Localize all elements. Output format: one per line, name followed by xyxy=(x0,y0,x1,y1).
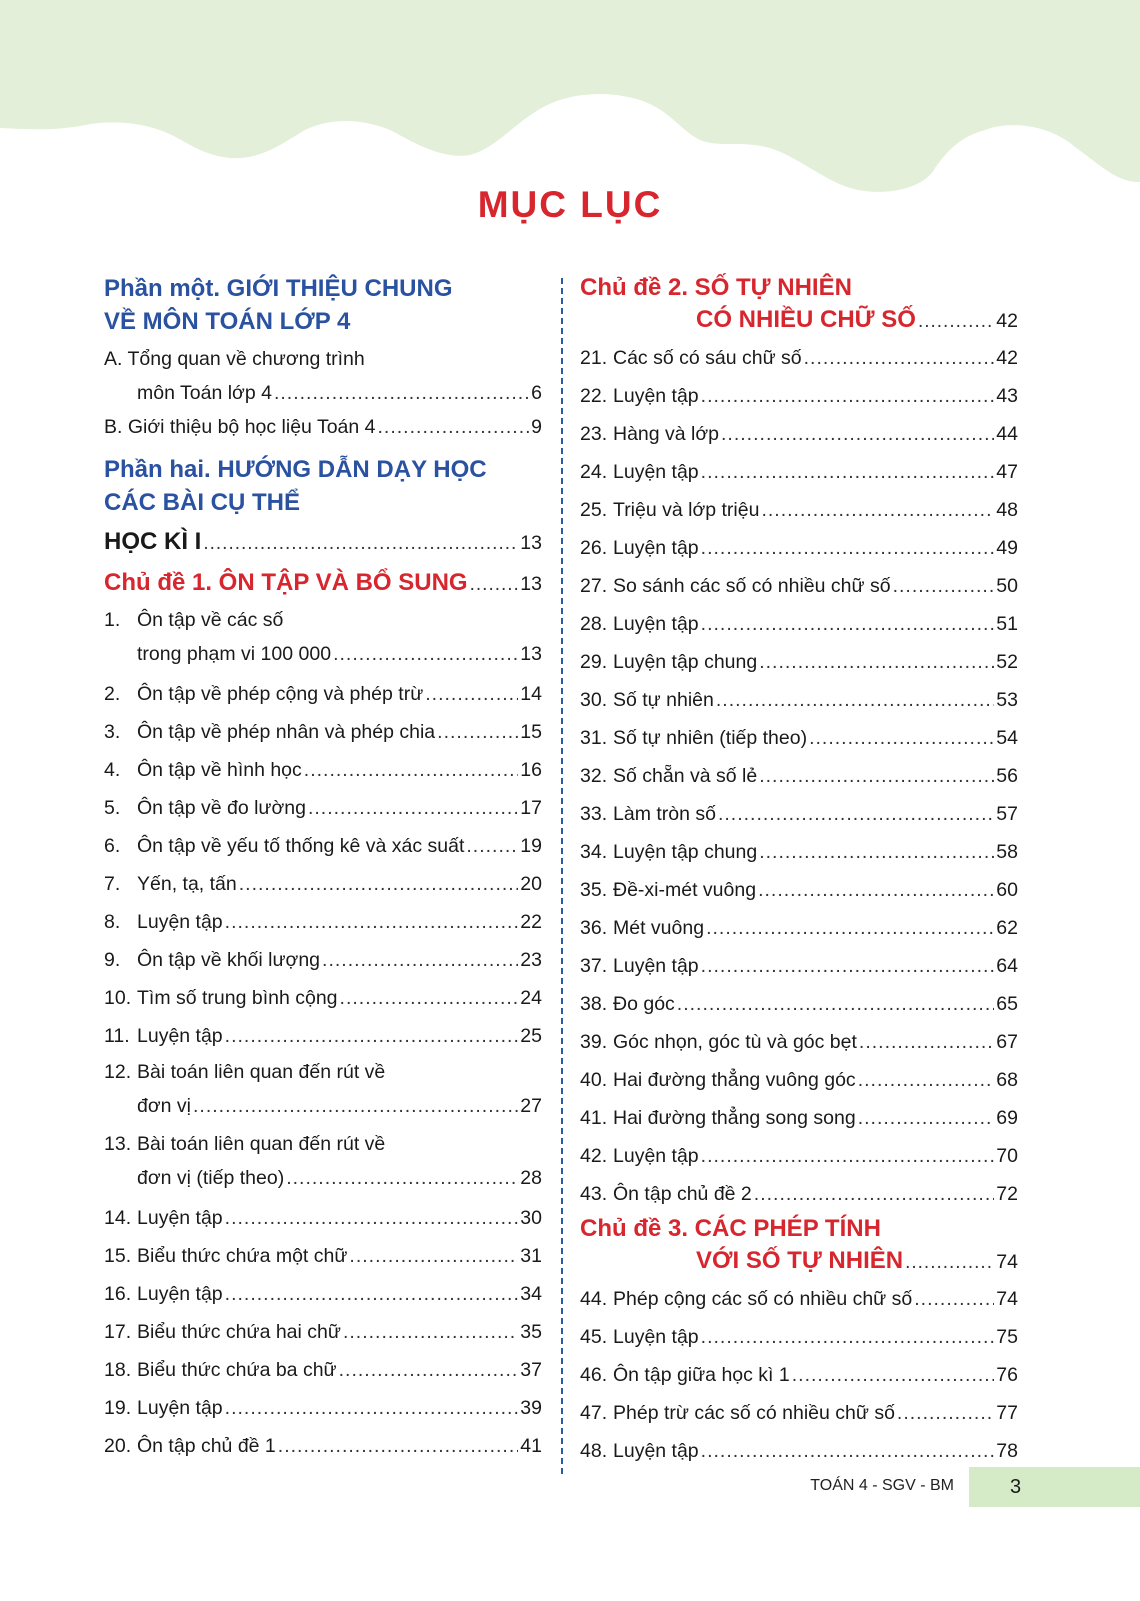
toc-entry-page: 17 xyxy=(520,797,542,819)
toc-entry-page: 14 xyxy=(520,683,542,705)
toc-entry-page: 64 xyxy=(996,955,1018,977)
toc-entry-page: 27 xyxy=(520,1095,542,1117)
topic1-title: Chủ đề 1. ÔN TẬP VÀ BỔ SUNG xyxy=(104,569,468,596)
toc-entry[interactable] xyxy=(104,903,542,941)
toc-entry-number: 4. xyxy=(104,759,121,781)
toc-entry[interactable] xyxy=(104,1351,542,1389)
toc-entry[interactable] xyxy=(580,1175,1018,1213)
part-one-title-line1: Phần một. GIỚI THIỆU CHUNG xyxy=(104,275,453,302)
semester-page: 13 xyxy=(520,532,542,554)
footer-book-title: TOÁN 4 - SGV - BM xyxy=(810,1477,954,1494)
toc-entry-label: Biểu thức chứa ba chữ xyxy=(137,1359,337,1381)
toc-entry[interactable] xyxy=(580,491,1018,529)
toc-entry-page: 37 xyxy=(520,1359,542,1381)
toc-entry-label: Biểu thức chứa một chữ xyxy=(137,1245,348,1267)
toc-entry-label: Ôn tập về đo lường xyxy=(137,797,306,819)
toc-entry-number: 18. xyxy=(104,1359,132,1381)
toc-entry-a[interactable] xyxy=(104,342,542,410)
toc-entry[interactable] xyxy=(580,985,1018,1023)
toc-entry-number: 28. xyxy=(580,613,608,635)
toc-entry-label: Đo góc xyxy=(613,993,675,1015)
toc-entry[interactable] xyxy=(580,1356,1018,1394)
toc-entry-number: 7. xyxy=(104,873,121,895)
toc-entry-number: 14. xyxy=(104,1207,132,1229)
toc-entry-number: 20. xyxy=(104,1435,132,1457)
toc-entry[interactable] xyxy=(104,1199,542,1237)
part-one-heading xyxy=(104,272,542,338)
toc-entry[interactable] xyxy=(580,719,1018,757)
toc-entry-label: Luyện tập xyxy=(613,537,699,559)
toc-entry-page: 69 xyxy=(996,1107,1018,1129)
toc-entry-page: 74 xyxy=(996,1288,1018,1310)
toc-entry[interactable] xyxy=(580,1432,1018,1470)
toc-entry-label: Tìm số trung bình cộng xyxy=(137,987,338,1009)
toc-entry-number: 32. xyxy=(580,765,608,787)
toc-entry-label: môn Toán lớp 4 xyxy=(137,382,272,404)
toc-entry-number: 26. xyxy=(580,537,608,559)
toc-entry-page: 78 xyxy=(996,1440,1018,1462)
toc-entry-label: Hai đường thẳng song song xyxy=(613,1107,856,1129)
semester-label: HỌC KÌ I xyxy=(104,528,202,555)
topic2-heading[interactable] xyxy=(580,272,1018,336)
topic1-heading[interactable] xyxy=(104,564,542,602)
toc-entry-label: Luyện tập xyxy=(137,911,223,933)
toc-entry[interactable] xyxy=(104,789,542,827)
toc-entry[interactable] xyxy=(580,833,1018,871)
toc-entry[interactable] xyxy=(580,1137,1018,1175)
toc-entry-label: Bài toán liên quan đến rút về xyxy=(137,1133,386,1155)
toc-entry[interactable] xyxy=(580,567,1018,605)
cloud-header-background xyxy=(0,0,1140,200)
toc-entry-label: Ôn tập về các số xyxy=(137,609,284,631)
toc-entry[interactable] xyxy=(104,675,542,713)
toc-entry-page: 67 xyxy=(996,1031,1018,1053)
toc-entry-label: Số tự nhiên xyxy=(613,689,714,711)
toc-entry[interactable] xyxy=(580,909,1018,947)
part-two-title-line2: CÁC BÀI CỤ THỂ xyxy=(104,489,300,516)
toc-entry-label: B. Giới thiệu bộ học liệu Toán 4 xyxy=(104,416,376,438)
toc-entry-label: Ôn tập chủ đề 1 xyxy=(137,1435,276,1457)
toc-left-column xyxy=(104,272,542,1465)
toc-entry-number: 33. xyxy=(580,803,608,825)
toc-entry-page: 51 xyxy=(996,613,1018,635)
right-entry-list-b xyxy=(580,1280,1018,1470)
toc-entry-number: 35. xyxy=(580,879,608,901)
toc-entry-label: Yến, tạ, tấn xyxy=(137,873,237,895)
toc-entry-number: 8. xyxy=(104,911,121,933)
toc-entry-label: Ôn tập giữa học kì 1 xyxy=(613,1364,790,1386)
right-entry-list-a xyxy=(580,339,1018,1213)
toc-entry-page: 19 xyxy=(520,835,542,857)
toc-entry-page: 58 xyxy=(996,841,1018,863)
toc-entry[interactable] xyxy=(580,681,1018,719)
toc-entry-page: 22 xyxy=(520,911,542,933)
toc-entry-number: 34. xyxy=(580,841,608,863)
toc-entry[interactable] xyxy=(580,947,1018,985)
part-two-heading xyxy=(104,453,542,519)
toc-entry-page: 23 xyxy=(520,949,542,971)
toc-entry-number: 40. xyxy=(580,1069,608,1091)
toc-entry-number: 39. xyxy=(580,1031,608,1053)
toc-entry-label: Làm tròn số xyxy=(613,803,716,825)
toc-entry-label: Luyện tập xyxy=(613,1326,699,1348)
toc-entry-number: 45. xyxy=(580,1326,608,1348)
toc-entry[interactable] xyxy=(104,1237,542,1275)
toc-entry-page: 41 xyxy=(520,1435,542,1457)
toc-entry-label: Luyện tập xyxy=(613,955,699,977)
toc-entry-page: 48 xyxy=(996,499,1018,521)
toc-entry[interactable] xyxy=(580,605,1018,643)
toc-entry-number: 31. xyxy=(580,727,608,749)
toc-entry-page: 31 xyxy=(520,1245,542,1267)
toc-entry-number: 29. xyxy=(580,651,608,673)
topic1-page: 13 xyxy=(520,573,542,595)
toc-entry-number: 15. xyxy=(104,1245,132,1267)
toc-entry-number: 19. xyxy=(104,1397,132,1419)
toc-entry-label: Bài toán liên quan đến rút về xyxy=(137,1061,386,1083)
toc-entry-page: 30 xyxy=(520,1207,542,1229)
toc-entry-number: 36. xyxy=(580,917,608,939)
topic3-heading[interactable] xyxy=(580,1213,1018,1277)
toc-entry-label: Góc nhọn, góc tù và góc bẹt xyxy=(613,1031,857,1053)
toc-entry-label: Ôn tập chủ đề 2 xyxy=(613,1183,752,1205)
toc-entry-label: Luyện tập xyxy=(137,1025,223,1047)
toc-entry-page: 35 xyxy=(520,1321,542,1343)
toc-entry[interactable] xyxy=(580,1394,1018,1432)
toc-entry-page: 42 xyxy=(996,347,1018,369)
toc-entry-label: Luyện tập chung xyxy=(613,651,758,673)
toc-entry[interactable] xyxy=(104,941,542,979)
toc-entry[interactable] xyxy=(104,603,542,671)
topic3-title-line1: Chủ đề 3. CÁC PHÉP TÍNH xyxy=(580,1215,881,1242)
page-footer xyxy=(0,1467,1140,1507)
toc-entry-label: A. Tổng quan về chương trình xyxy=(104,348,365,370)
toc-entry-number: 44. xyxy=(580,1288,608,1310)
toc-entry[interactable] xyxy=(104,827,542,865)
toc-entry-number: 46. xyxy=(580,1364,608,1386)
toc-entry-number: 13. xyxy=(104,1133,132,1155)
toc-entry-label: Luyện tập xyxy=(613,1440,699,1462)
toc-entry-number: 30. xyxy=(580,689,608,711)
toc-entry[interactable] xyxy=(580,795,1018,833)
toc-entry[interactable] xyxy=(580,1280,1018,1318)
toc-entry-number: 10. xyxy=(104,987,132,1009)
toc-entry[interactable] xyxy=(104,979,542,1017)
toc-entry-page: 53 xyxy=(996,689,1018,711)
toc-entry[interactable] xyxy=(104,751,542,789)
toc-entry-label: Luyện tập xyxy=(613,385,699,407)
toc-entry-label: Số chẵn và số lẻ xyxy=(613,765,758,787)
left-entry-list xyxy=(104,603,542,1465)
toc-entry[interactable] xyxy=(580,1023,1018,1061)
toc-entry-label: Biểu thức chứa hai chữ xyxy=(137,1321,341,1343)
toc-entry-number: 16. xyxy=(104,1283,132,1305)
toc-entry-number: 3. xyxy=(104,721,121,743)
toc-entry-page: 77 xyxy=(996,1402,1018,1424)
toc-entry[interactable] xyxy=(104,1127,542,1195)
toc-entry[interactable] xyxy=(104,1017,542,1055)
toc-entry-label: Luyện tập xyxy=(137,1397,223,1419)
toc-entry-number: 47. xyxy=(580,1402,608,1424)
toc-entry-page: 25 xyxy=(520,1025,542,1047)
toc-entry-number: 5. xyxy=(104,797,121,819)
column-divider xyxy=(561,278,563,1474)
toc-entry-page: 65 xyxy=(996,993,1018,1015)
toc-entry-page: 68 xyxy=(996,1069,1018,1091)
toc-entry[interactable] xyxy=(580,529,1018,567)
toc-entry-label: Luyện tập xyxy=(137,1283,223,1305)
toc-entry-label: Ôn tập về phép nhân và phép chia xyxy=(137,721,436,743)
toc-entry-page: 20 xyxy=(520,873,542,895)
toc-entry-label: Mét vuông xyxy=(613,917,705,939)
toc-entry-number: 24. xyxy=(580,461,608,483)
toc-entry[interactable] xyxy=(580,757,1018,795)
toc-entry-number: 17. xyxy=(104,1321,132,1343)
toc-entry-label: Ôn tập về hình học xyxy=(137,759,302,781)
toc-entry-page: 47 xyxy=(996,461,1018,483)
toc-entry-label: trong phạm vi 100 000 xyxy=(137,643,332,665)
part-two-title-line1: Phần hai. HƯỚNG DẪN DẠY HỌC xyxy=(104,456,487,483)
toc-entry-page: 24 xyxy=(520,987,542,1009)
toc-entry[interactable] xyxy=(104,1055,542,1123)
toc-entry-page: 34 xyxy=(520,1283,542,1305)
toc-entry-label: Phép cộng các số có nhiều chữ số xyxy=(613,1288,913,1310)
toc-entry-page: 54 xyxy=(996,727,1018,749)
toc-entry-b[interactable] xyxy=(104,410,542,444)
toc-right-column xyxy=(580,272,1018,1470)
toc-entry-number: 23. xyxy=(580,423,608,445)
toc-entry-label: Luyện tập xyxy=(613,461,699,483)
toc-entry-label: So sánh các số có nhiều chữ số xyxy=(613,575,891,597)
toc-entry-page: 9 xyxy=(531,416,542,438)
footer-page-box xyxy=(969,1467,1140,1507)
toc-entry-page: 28 xyxy=(520,1167,542,1189)
toc-entry-number: 38. xyxy=(580,993,608,1015)
toc-entry-label: Các số có sáu chữ số xyxy=(613,347,802,369)
toc-entry[interactable] xyxy=(580,339,1018,377)
toc-entry-label: Ôn tập về phép cộng và phép trừ xyxy=(137,683,424,705)
toc-entry-label: Hàng và lớp xyxy=(613,423,720,445)
toc-entry-page: 13 xyxy=(520,643,542,665)
toc-entry-number: 37. xyxy=(580,955,608,977)
topic3-title-line2: VỚI SỐ TỰ NHIÊN xyxy=(696,1247,904,1274)
toc-entry[interactable] xyxy=(104,865,542,903)
toc-entry-page: 75 xyxy=(996,1326,1018,1348)
toc-entry[interactable] xyxy=(104,1389,542,1427)
toc-entry-page: 52 xyxy=(996,651,1018,673)
toc-entry-label: Triệu và lớp triệu xyxy=(613,499,760,521)
topic3-page: 74 xyxy=(996,1251,1018,1273)
toc-entry[interactable] xyxy=(104,1313,542,1351)
toc-entry-page: 15 xyxy=(520,721,542,743)
toc-entry[interactable] xyxy=(580,453,1018,491)
toc-entry[interactable] xyxy=(580,871,1018,909)
toc-entry-page: 57 xyxy=(996,803,1018,825)
toc-entry-page: 70 xyxy=(996,1145,1018,1167)
toc-entry-page: 60 xyxy=(996,879,1018,901)
toc-entry-label: Ôn tập về yếu tố thống kê và xác suất xyxy=(137,835,465,857)
toc-entry[interactable] xyxy=(580,1318,1018,1356)
toc-entry[interactable] xyxy=(580,415,1018,453)
topic2-page: 42 xyxy=(996,310,1018,332)
toc-entry-number: 27. xyxy=(580,575,608,597)
toc-entry-label: đơn vị xyxy=(137,1095,191,1117)
toc-entry-label: Luyện tập xyxy=(137,1207,223,1229)
toc-entry-page: 39 xyxy=(520,1397,542,1419)
toc-entry-label: Đề-xi-mét vuông xyxy=(613,879,757,901)
toc-entry-label: Luyện tập xyxy=(613,613,699,635)
toc-entry-label: Luyện tập chung xyxy=(613,841,758,863)
toc-entry-label: đơn vị (tiếp theo) xyxy=(137,1167,285,1189)
topic2-title-line2: CÓ NHIỀU CHỮ SỐ xyxy=(696,306,916,333)
footer-page-number: 3 xyxy=(1010,1476,1022,1498)
toc-entry-number: 1. xyxy=(104,609,121,631)
toc-entry[interactable] xyxy=(104,713,542,751)
semester-heading[interactable] xyxy=(104,523,542,561)
toc-entry-number: 2. xyxy=(104,683,121,705)
toc-entry-number: 11. xyxy=(104,1025,130,1047)
toc-entry-label: Phép trừ các số có nhiều chữ số xyxy=(613,1402,895,1424)
toc-entry-page: 50 xyxy=(996,575,1018,597)
toc-entry[interactable] xyxy=(580,1099,1018,1137)
toc-entry-page: 76 xyxy=(996,1364,1018,1386)
toc-entry-number: 48. xyxy=(580,1440,608,1462)
toc-entry-number: 25. xyxy=(580,499,608,521)
toc-entry[interactable] xyxy=(104,1427,542,1465)
toc-entry-number: 12. xyxy=(104,1061,132,1083)
part-one-title-line2: VỀ MÔN TOÁN LỚP 4 xyxy=(104,308,351,335)
toc-entry-number: 43. xyxy=(580,1183,608,1205)
toc-entry-number: 6. xyxy=(104,835,121,857)
toc-entry-page: 44 xyxy=(996,423,1018,445)
toc-entry-number: 42. xyxy=(580,1145,608,1167)
topic2-title-line1: Chủ đề 2. SỐ TỰ NHIÊN xyxy=(580,274,852,301)
toc-entry[interactable] xyxy=(580,377,1018,415)
toc-entry-number: 21. xyxy=(580,347,608,369)
toc-entry-page: 72 xyxy=(996,1183,1018,1205)
toc-entry-page: 6 xyxy=(531,382,542,404)
toc-entry-number: 22. xyxy=(580,385,608,407)
toc-entry-label: Số tự nhiên (tiếp theo) xyxy=(613,727,808,749)
toc-entry-label: Luyện tập xyxy=(613,1145,699,1167)
toc-entry-label: Hai đường thẳng vuông góc xyxy=(613,1069,856,1091)
page-title: MỤC LỤC xyxy=(477,184,663,225)
toc-entry[interactable] xyxy=(580,643,1018,681)
toc-entry-label: Ôn tập về khối lượng xyxy=(137,949,321,971)
toc-entry-page: 56 xyxy=(996,765,1018,787)
toc-entry[interactable] xyxy=(580,1061,1018,1099)
toc-entry-number: 9. xyxy=(104,949,121,971)
toc-entry-page: 16 xyxy=(520,759,542,781)
toc-entry-page: 49 xyxy=(996,537,1018,559)
toc-entry-page: 62 xyxy=(996,917,1018,939)
toc-entry-number: 41. xyxy=(580,1107,608,1129)
toc-entry[interactable] xyxy=(104,1275,542,1313)
toc-entry-page: 43 xyxy=(996,385,1018,407)
